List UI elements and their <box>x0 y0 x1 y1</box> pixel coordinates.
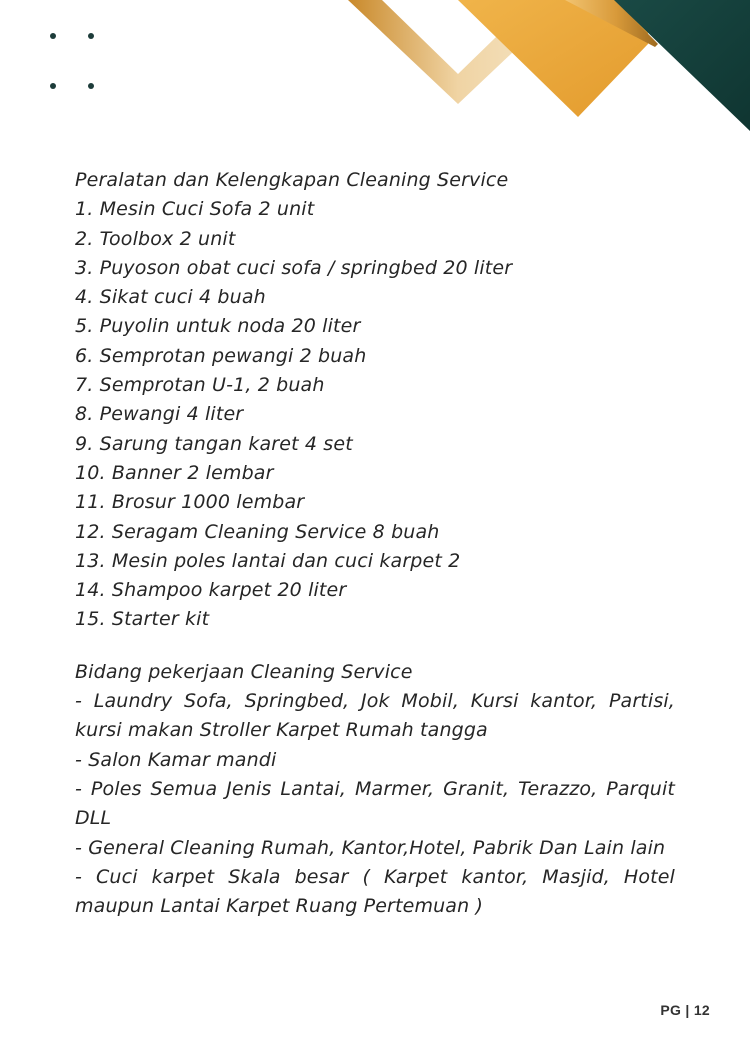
section-spacer <box>75 635 675 658</box>
equipment-heading: Peralatan dan Kelengkapan Cleaning Service <box>75 169 509 191</box>
equipment-item: 15. Starter kit <box>75 608 210 631</box>
service-item: - Poles Semua Jenis Lantai, Marmer, Granit, Terazzo, Parquit DLL <box>75 777 675 830</box>
equipment-item: 3. Puyoson obat cuci sofa / springbed 20 liter <box>75 256 513 279</box>
dot <box>88 83 94 89</box>
services-heading: Bidang pekerjaan Cleaning Service <box>75 660 413 683</box>
page-number: PG | 12 <box>660 1002 710 1018</box>
equipment-item: 6. Semprotan pewangi 2 buah <box>75 344 367 367</box>
equipment-item: 5. Puyolin untuk noda 20 liter <box>75 315 361 338</box>
teal-triangle-shape <box>614 0 750 131</box>
equipment-item: 4. Sikat cuci 4 buah <box>75 286 266 309</box>
equipment-item: 1. Mesin Cuci Sofa 2 unit <box>75 198 315 221</box>
equipment-item: 11. Brosur 1000 lembar <box>75 491 305 514</box>
dot-grid-decoration <box>50 30 100 92</box>
service-item: - General Cleaning Rumah, Kantor,Hotel, Pabrik Dan Lain lain <box>75 836 666 859</box>
service-item: - Cuci karpet Skala besar ( Karpet kantor, Masjid, Hotel maupun Lantai Karpet Ruang Pertemuan ) <box>75 865 675 918</box>
equipment-item: 2. Toolbox 2 unit <box>75 227 236 250</box>
equipment-item: 8. Pewangi 4 liter <box>75 403 244 426</box>
service-item: - Salon Kamar mandi <box>75 748 277 771</box>
equipment-item: 14. Shampoo karpet 20 liter <box>75 579 347 602</box>
equipment-item: 7. Semprotan U-1, 2 buah <box>75 374 325 397</box>
document-body <box>75 166 675 921</box>
equipment-item: 12. Seragam Cleaning Service 8 buah <box>75 520 440 543</box>
corner-decoration <box>0 0 750 140</box>
service-item: - Laundry Sofa, Springbed, Jok Mobil, Kursi kantor, Partisi, kursi makan Stroller Karpet Rumah tangga <box>75 690 675 742</box>
dot <box>50 33 56 39</box>
equipment-item: 9. Sarung tangan karet 4 set <box>75 432 353 455</box>
dot <box>88 33 94 39</box>
dot <box>50 83 56 89</box>
equipment-item: 13. Mesin poles lantai dan cuci karpet 2 <box>75 549 461 572</box>
equipment-item: 10. Banner 2 lembar <box>75 461 274 484</box>
